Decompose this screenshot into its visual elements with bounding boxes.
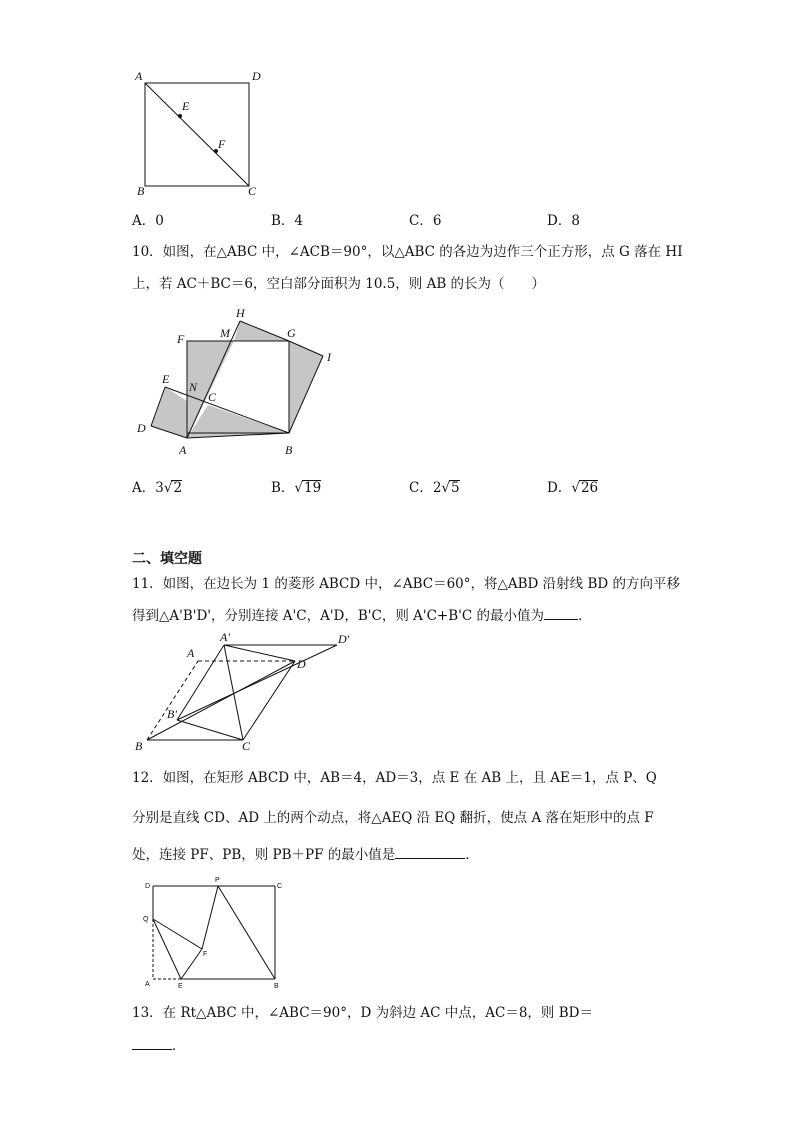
q12-answer-blank[interactable]	[395, 858, 465, 859]
label-g: G	[287, 326, 296, 340]
label-n: N	[189, 380, 198, 394]
label-b: B	[135, 739, 143, 753]
q9-option-c: C．6	[409, 213, 442, 229]
label-c: C	[242, 739, 251, 753]
q12-stem-line3: 处，连接 PF、PB，则 PB＋PF 的最小值是 ．	[132, 847, 479, 863]
q13-answer-blank[interactable]	[132, 1049, 172, 1050]
label-a: A	[135, 69, 143, 83]
label-b-prime: B'	[167, 707, 177, 721]
label-f: F	[177, 332, 185, 346]
label-a: A	[187, 646, 195, 660]
q9-option-b: B．4	[271, 213, 304, 229]
q13-stem-line1: 13．在 Rt△ABC 中，∠ABC＝90°，D 为斜边 AC 中点，AC＝8，则 BD＝	[132, 1005, 593, 1021]
q10-stem-line1: 10．如图，在△ABC 中，∠ACB＝90°，以△ABC 的各边为边作三个正方形，点 G 落在 HI	[132, 244, 683, 260]
figure-q12-rectangle	[140, 876, 290, 992]
label-a: A	[145, 981, 150, 988]
label-d: D	[297, 657, 306, 671]
label-c: C	[208, 390, 217, 404]
q12-stem-line2: 分别是直线 CD、AD 上的两个动点，将△AEQ 沿 EQ 翻折，使点 A 落在矩形中的点 F	[132, 810, 654, 826]
label-a-prime: A'	[220, 630, 230, 644]
label-d: D	[137, 421, 146, 435]
label-m: M	[220, 326, 230, 340]
q13-stem-line2: ．	[132, 1040, 186, 1054]
figure-q9-square	[130, 68, 270, 198]
label-q: Q	[143, 916, 149, 923]
q11-stem-line2: 得到△A'B'D'，分别连接 A'C，A'D，B'C，则 A'C+B'C 的最小值为 ．	[132, 608, 592, 624]
q10-stem-line2: 上，若 AC＋BC＝6，空白部分面积为 10.5，则 AB 的长为（ ）	[132, 276, 546, 292]
label-p: P	[215, 877, 220, 884]
q10-option-a: A．3√2	[132, 480, 183, 496]
q12-stem-line1: 12．如图，在矩形 ABCD 中，AB＝4，AD＝3，点 E 在 AB 上，且 AE＝1，点 P、Q	[132, 770, 657, 786]
label-d: D	[252, 69, 261, 83]
label-h: H	[236, 306, 245, 320]
label-f: F	[218, 137, 226, 151]
label-i: I	[327, 350, 331, 364]
q9-option-a: A．0	[132, 213, 164, 229]
label-a: A	[179, 443, 187, 457]
figure-q11-rhombus	[130, 630, 360, 755]
label-c: C	[248, 184, 257, 198]
section-heading-fill-in: 二、填空题	[132, 551, 202, 567]
point-e	[178, 114, 182, 118]
label-d-prime: D'	[338, 632, 350, 646]
q9-option-d: D．8	[547, 213, 580, 229]
q10-option-c: C．2√5	[409, 480, 460, 496]
label-b: B	[285, 443, 293, 457]
q10-option-b: B．√19	[271, 480, 322, 496]
label-c: C	[277, 883, 283, 890]
label-b: B	[137, 184, 145, 198]
label-b: B	[274, 983, 279, 990]
q11-stem-line1: 11．如图，在边长为 1 的菱形 ABCD 中，∠ABC＝60°，将△ABD 沿射线 BD 的方向平移	[132, 576, 680, 592]
label-e: E	[182, 99, 190, 113]
label-e: E	[162, 372, 170, 386]
label-d: D	[145, 883, 151, 890]
label-f: F	[203, 951, 208, 958]
figure-q10-squares	[130, 305, 350, 460]
q11-answer-blank[interactable]	[544, 619, 578, 620]
label-e: E	[178, 983, 183, 990]
q10-option-d: D．√26	[547, 480, 599, 496]
